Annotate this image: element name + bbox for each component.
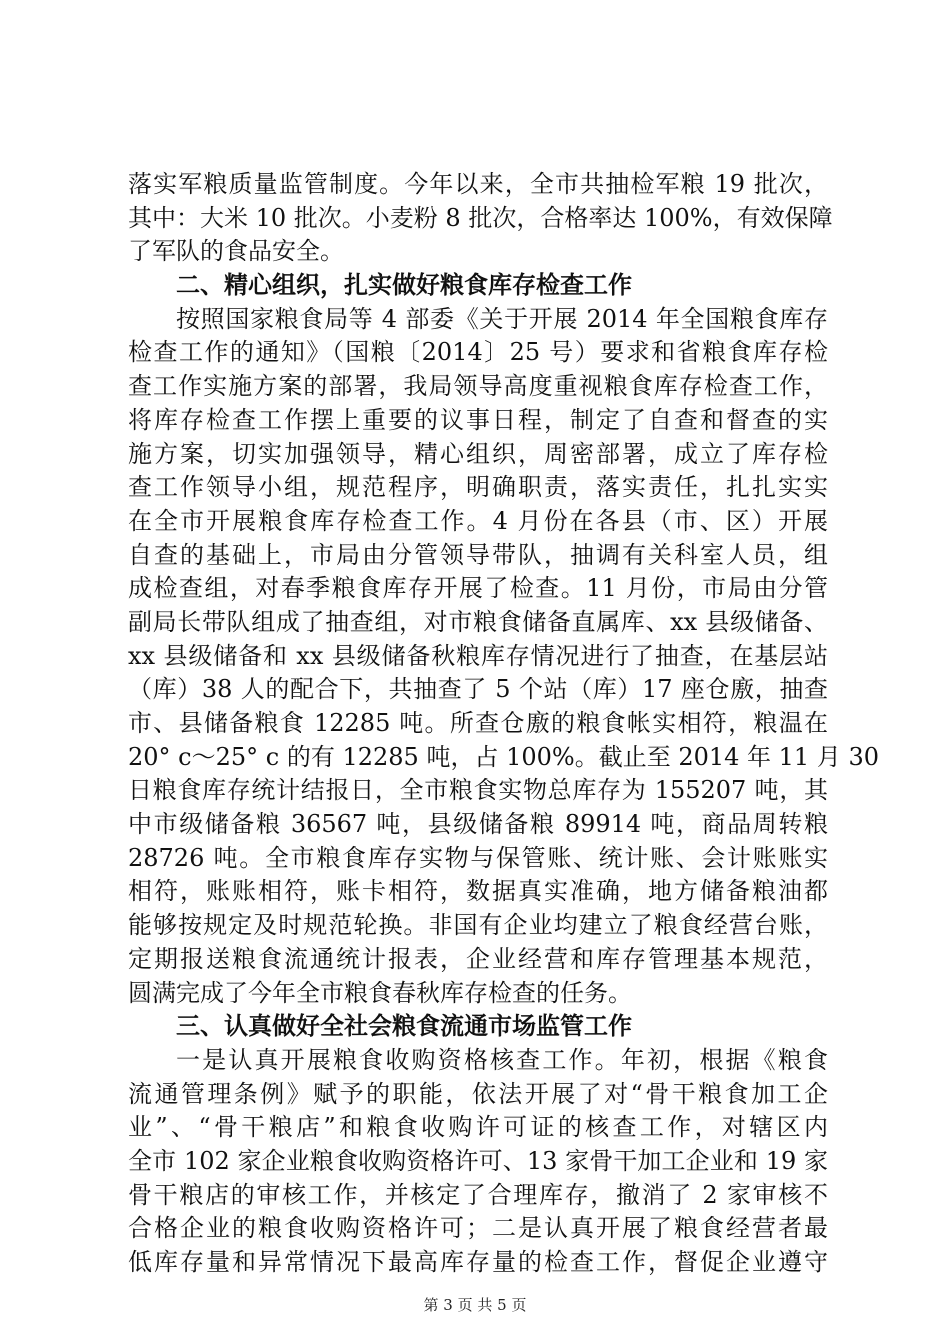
text-line: 副局长带队组成了抽查组，对市粮食储备直属库、xx 县级储备、 xyxy=(128,607,828,636)
text-line: 施方案，切实加强领导，精心组织，周密部署，成立了库存检 xyxy=(128,439,828,468)
paragraph-2 xyxy=(128,303,879,1010)
text-line: 28726 吨。全市粮食库存实物与保管账、统计账、会计账账实 xyxy=(128,843,828,872)
text-line: 20° c～25° c 的有 12285 吨，占 100%。截止至 2014 年 11 月 30 xyxy=(128,742,879,771)
text-line: 了军队的食品安全。 xyxy=(128,237,344,266)
text-line: 落实军粮质量监管制度。今年以来，全市共抽检军粮 19 批次， xyxy=(128,170,828,198)
paragraph-3 xyxy=(128,1044,828,1280)
text-line: 查工作实施方案的部署，我局领导高度重视粮食库存检查工作， xyxy=(128,372,828,401)
section-heading-3: 三、认真做好全社会粮食流通市场监管工作 xyxy=(176,1012,632,1041)
paragraph-1 xyxy=(128,168,833,269)
page-footer: 第 3 页 共 5 页 xyxy=(423,1296,527,1314)
text-line: 将库存检查工作摆上重要的议事日程，制定了自查和督查的实 xyxy=(128,405,828,434)
text-line: 自查的基础上，市局由分管领导带队，抽调有关科室人员，组 xyxy=(128,540,828,569)
section-heading-2: 二、精心组织，扎实做好粮食库存检查工作 xyxy=(176,271,632,300)
text-line: 成检查组，对春季粮食库存开展了检查。11 月份，市局由分管 xyxy=(128,574,828,603)
text-line: 一是认真开展粮食收购资格核查工作。年初，根据《粮食 xyxy=(176,1045,828,1074)
text-line: 相符，账账相符，账卡相符，数据真实准确，地方储备粮油都 xyxy=(128,877,828,906)
text-line: 检查工作的通知》（国粮〔2014〕25 号）要求和省粮食库存检 xyxy=(128,338,828,367)
text-line: 查工作领导小组，规范程序，明确职责，落实责任，扎扎实实 xyxy=(128,473,828,502)
text-line: 日粮食库存统计结报日，全市粮食实物总库存为 155207 吨，其 xyxy=(128,776,828,805)
text-line: 流通管理条例》赋予的职能，依法开展了对“骨干粮食加工企 xyxy=(128,1079,828,1108)
text-line: 在全市开展粮食库存检查工作。4 月份在各县（市、区）开展 xyxy=(128,506,828,535)
text-line: （库）38 人的配合下，共抽查了 5 个站（库）17 座仓廒，抽查 xyxy=(128,675,828,704)
text-line: 圆满完成了今年全市粮食春秋库存检查的任务。 xyxy=(128,978,632,1007)
document-body xyxy=(128,168,879,1280)
text-line: 市、县储备粮食 12285 吨。所查仓廒的粮食帐实相符，粮温在 xyxy=(128,709,828,737)
text-line: 业”、“骨干粮店”和粮食收购许可证的核查工作，对辖区内 xyxy=(128,1113,828,1142)
text-line: 中市级储备粮 36567 吨，县级储备粮 89914 吨，商品周转粮 xyxy=(128,810,828,839)
text-line: 能够按规定及时规范轮换。非国有企业均建立了粮食经营台账， xyxy=(128,911,828,940)
text-line: 全市 102 家企业粮食收购资格许可、13 家骨干加工企业和 19 家 xyxy=(128,1146,828,1175)
text-line: 定期报送粮食流通统计报表，企业经营和库存管理基本规范， xyxy=(128,944,828,973)
text-line: 其中：大米 10 批次。小麦粉 8 批次，合格率达 100%，有效保障 xyxy=(128,203,833,232)
text-line: xx 县级储备和 xx 县级储备秋粮库存情况进行了抽查，在基层站 xyxy=(128,641,828,670)
text-line: 合格企业的粮食收购资格许可；二是认真开展了粮食经营者最 xyxy=(128,1214,828,1243)
text-line: 低库存量和异常情况下最高库存量的检查工作，督促企业遵守 xyxy=(128,1248,828,1276)
text-line: 骨干粮店的审核工作，并核定了合理库存，撤消了 2 家审核不 xyxy=(128,1180,828,1209)
text-line: 按照国家粮食局等 4 部委《关于开展 2014 年全国粮食库存 xyxy=(176,304,828,333)
